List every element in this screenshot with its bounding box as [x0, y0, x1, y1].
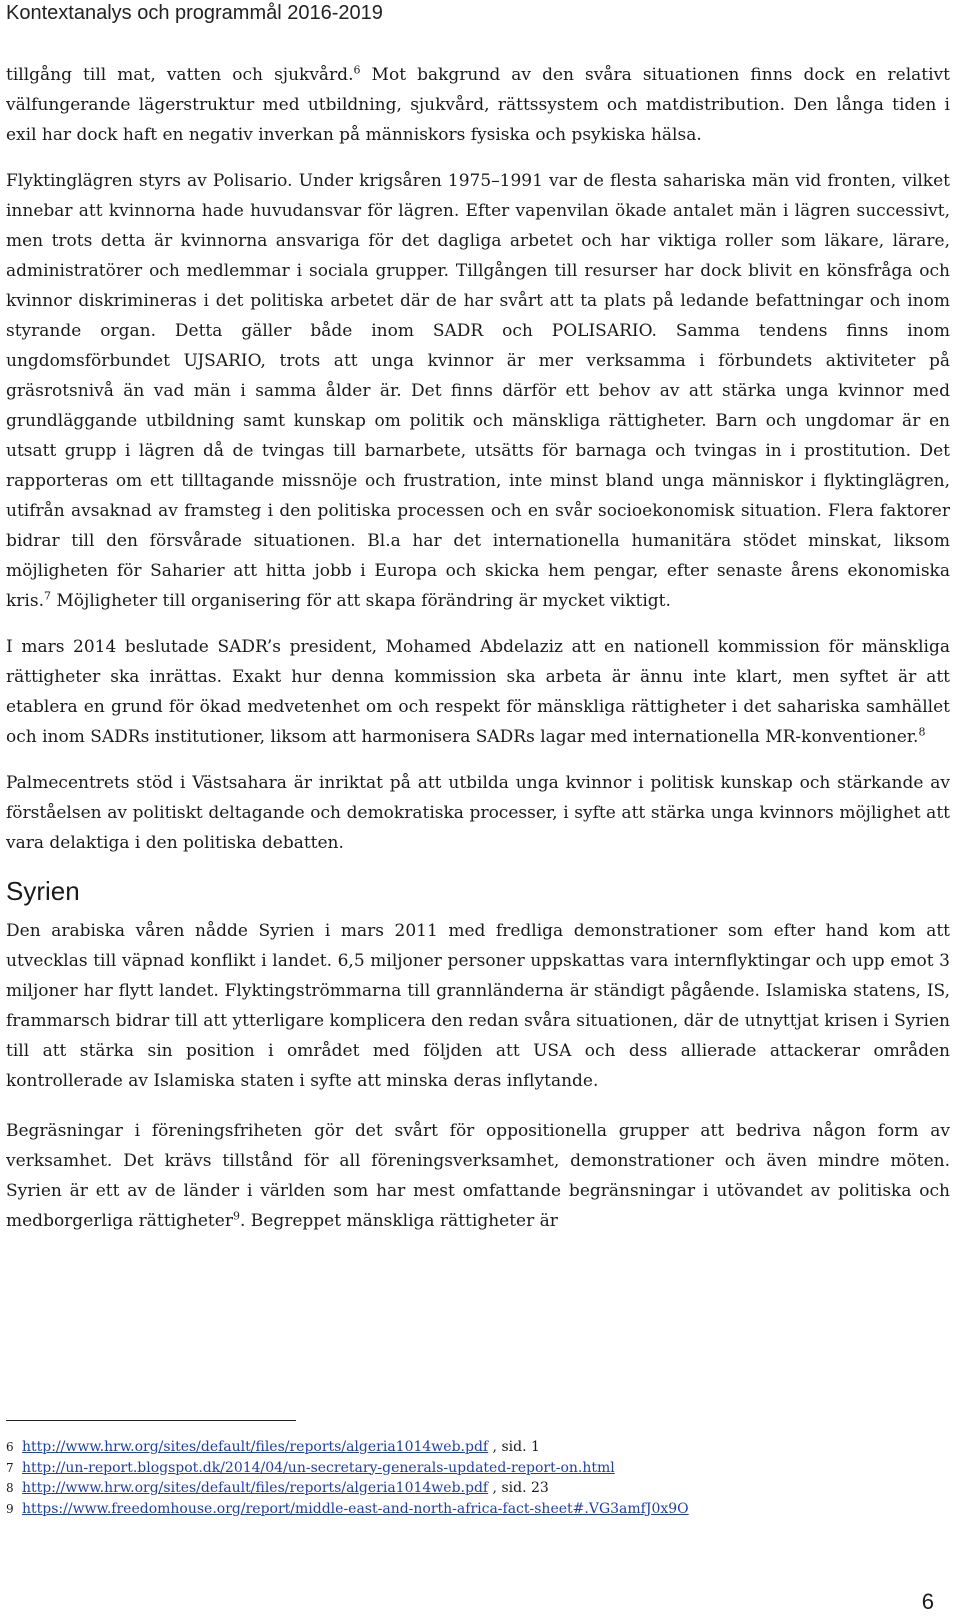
footnote-link[interactable]: http://www.hrw.org/sites/default/files/reports/algeria1014web.pdf [22, 1439, 489, 1455]
page-number: 6 [921, 1589, 934, 1614]
footnote-suffix: , sid. 1 [488, 1439, 540, 1455]
footnote-item [6, 1437, 906, 1458]
footnote-number: 9 [6, 1501, 14, 1516]
footnote-suffix: , sid. 23 [488, 1480, 549, 1496]
footnote-ref[interactable]: 6 [353, 63, 361, 77]
footnote-link[interactable]: http://un-report.blogspot.dk/2014/04/un-secretary-generals-updated-report-on.html [22, 1459, 615, 1476]
footnote-ref[interactable]: 9 [232, 1209, 240, 1223]
paragraph-6 [6, 1116, 950, 1236]
paragraph-text: Flyktinglägren styrs av Polisario. Under krigsåren 1975–1991 var de flesta sahariska män vid fronten, vilket innebar att kvinnorna hade huvudansvar för lägren. Efter vapenvilan ökade antalet män i lägren successivt, men trots detta är kvinnorna ansvariga för det dagliga arbetet och har viktiga roller som läkare, lärare, administratörer och medlemmar i sociala grupper. Tillgången till resurser har dock blivit en könsfråga och kvinnor diskrimineras i det politiska arbetet där de har svårt att ta plats på ledande befattningar och inom styrande organ. Detta gäller både inom SADR och POLISARIO. Samma tendens finns inom ungdomsförbundet UJSARIO, trots att unga kvinnor är mer verksamma i förbundets aktiviteter på gräsrotsnivå än vad män i samma ålder är. Det finns därför ett behov av att stärka unga kvinnor med grundläggande utbildning samt kunskap om politik och mänskliga rättigheter. Barn och ungdomar är en utsatt grupp i lägren då de tvingas till barnarbete, utsätts för barnaga och tvingas in i prostitution. Det rapporteras om ett tilltagande missnöje och frustration, inte minst bland unga människor i flyktinglägren, utifrån avsaknad av framsteg i den politiska processen och en svår socioekonomisk situation. Flera faktorer bidrar till den försvårade situationen. Bl.a har det internationella humanitära stödet minskat, liksom möjligheten för Saharier att hitta jobb i Europa och skicka hem pengar, efter senaste årens ekonomiska kris. [6, 171, 950, 611]
footnotes [6, 1420, 906, 1519]
footnote-ref[interactable]: 8 [918, 725, 926, 739]
footnote-link[interactable]: http://www.hrw.org/sites/default/files/reports/algeria1014web.pdf [22, 1480, 489, 1496]
footnote-link[interactable]: https://www.freedomhouse.org/report/middle-east-and-north-africa-fact-sheet#.VG3amfJ0x9O [22, 1500, 689, 1517]
footnote-item [6, 1499, 906, 1520]
paragraph-4: Palmecentrets stöd i Västsahara är inriktat på att utbilda unga kvinnor i politisk kunskap och stärkande av förståelsen av politiskt deltagande och demokratiska processer, i syfte att stärka unga kvinnors möjlighet att vara delaktiga i den politiska debatten. [6, 773, 950, 853]
footnote-number: 6 [6, 1440, 14, 1454]
paragraph-2 [6, 166, 950, 616]
footnote-number: 8 [6, 1481, 14, 1495]
section-heading: Syrien [6, 876, 80, 906]
paragraph-3 [6, 632, 950, 752]
page-header-title: Kontextanalys och programmål 2016-2019 [6, 2, 383, 24]
paragraph-text: Mot bakgrund av den svåra situationen finns dock en relativt välfungerande lägerstruktur med utbildning, sjukvård, rättssystem och matdistribution. Den långa tiden i exil har dock haft en negativ inverkan på människors fysiska och psykiska hälsa. [6, 65, 950, 145]
footnote-ref[interactable]: 7 [44, 589, 51, 603]
paragraph-text: Begräsningar i föreningsfriheten gör det svårt för oppositionella grupper att bedriva någon form av verksamhet. Det krävs tillstånd för all föreningsverksamhet, demonstrationer och även mindre möten. Syrien är ett av de länder i världen som har mest omfattande begränsningar i utövandet av politiska och medborgerliga rättigheter [6, 1121, 950, 1231]
footnote-item [6, 1478, 906, 1499]
document-body [6, 60, 950, 1236]
paragraph-text: . Begreppet mänskliga rättigheter är [239, 1211, 558, 1231]
paragraph-5: Den arabiska våren nådde Syrien i mars 2011 med fredliga demonstrationer som efter hand kom att utvecklas till väpnad konflikt i landet. 6,5 miljoner personer uppskattas vara internflyktingar och upp emot 3 miljoner har flytt landet. Flyktingströmmarna till grannländerna är ständigt pågående. Islamiska statens, IS, frammarsch bidrar till att ytterligare komplicera den redan svåra situationen, där de utnyttjat krisen i Syrien till att stärka sin position i området med följden att USA och dess allierade attackerar områden kontrollerade av Islamiska staten i syfte att minska deras inflytande. [6, 921, 950, 1091]
footnote-number: 7 [6, 1460, 14, 1475]
paragraph-text: tillgång till mat, vatten och sjukvård. [6, 65, 354, 85]
paragraph-text: I mars 2014 beslutade SADR’s president, Mohamed Abdelaziz att en nationell kommission för mänskliga rättigheter ska inrättas. Exakt hur denna kommission ska arbeta är ännu inte klart, men syftet är att etablera en grund för ökad medvetenhet om och respekt för mänskliga rättigheter i det sahariska samhället och inom SADRs institutioner, liksom att harmonisera SADRs lagar med internationella MR-konventioner. [6, 637, 950, 747]
footnote-item [6, 1458, 906, 1479]
footnote-divider [6, 1420, 296, 1421]
paragraph-1 [6, 60, 950, 150]
paragraph-text: Möjligheter till organisering för att skapa förändring är mycket viktigt. [51, 591, 671, 611]
